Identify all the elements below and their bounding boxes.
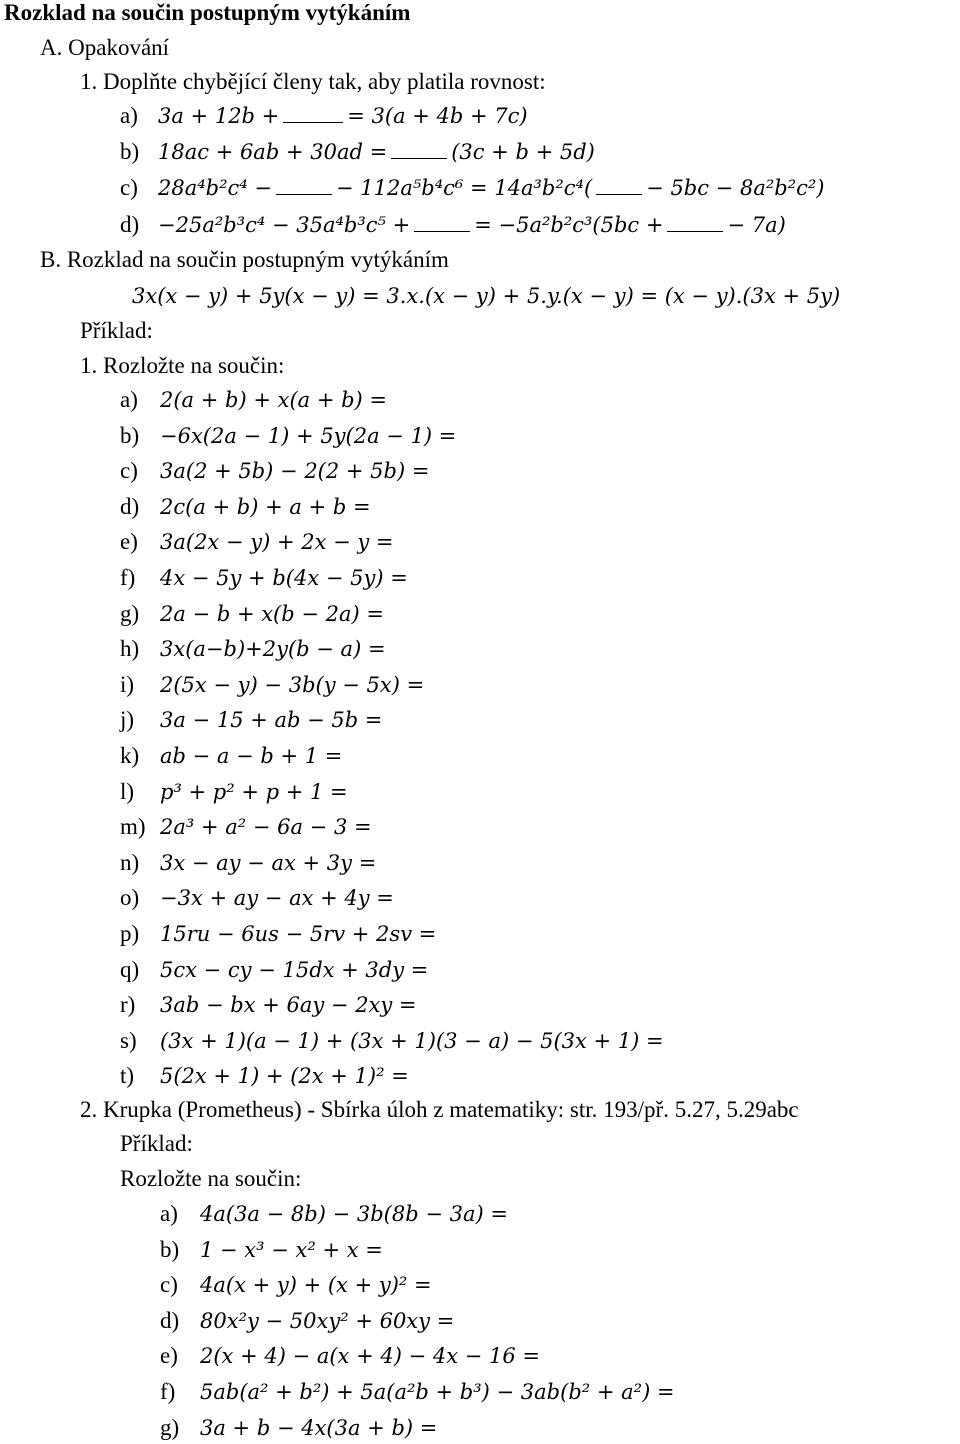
exercise-item <box>160 1270 432 1300</box>
item-expression: −6x(2a − 1) + 5y(2a − 1) = <box>160 423 457 448</box>
item-expression-part: 28a⁴b²c⁴ − <box>158 176 272 200</box>
item-label: m) <box>120 814 146 840</box>
item-label: d) <box>120 212 140 237</box>
item-expression: 5cx − cy − 15dx + 3dy = <box>160 957 429 982</box>
item-label: k) <box>120 743 140 768</box>
item-expression: 3a + b − 4x(3a + b) = <box>200 1415 438 1440</box>
item-expression-part: = −5a²b²c³(5bc + <box>474 213 664 237</box>
exercise-item <box>120 883 394 913</box>
exercise2-heading <box>80 1095 799 1125</box>
section-b-heading <box>40 245 449 275</box>
exercise-item <box>120 705 382 735</box>
item-expression-part: − 7a) <box>727 213 786 237</box>
item-expression: 15ru − 6us − 5rv + 2sv = <box>160 922 437 946</box>
item-label: c) <box>120 458 138 484</box>
exercise-item <box>120 919 436 949</box>
exercise2-priklad-label: Příklad: <box>120 1131 193 1156</box>
exercise-item <box>120 990 417 1020</box>
item-label: o) <box>120 885 140 911</box>
item-expression: 2a³ + a² − 6a − 3 = <box>160 815 372 840</box>
exercise-item <box>120 1061 409 1091</box>
item-expression: 3x(a−b)+2y(b − a) = <box>160 637 386 662</box>
item-label: a) <box>120 387 138 412</box>
item-expression: 3ab − bx + 6ay − 2xy = <box>160 993 417 1018</box>
item-label: e) <box>160 1343 178 1369</box>
exercise-item <box>120 634 386 664</box>
exercise-item <box>120 848 376 878</box>
item-label: t) <box>120 1063 135 1089</box>
item-expression: 2(5x − y) − 3b(y − 5x) = <box>160 672 425 697</box>
item-label: e) <box>120 529 138 555</box>
exercise-item <box>120 385 387 415</box>
item-expression-part: − 5bc − 8a²b²c²) <box>646 176 825 200</box>
exercise-item <box>120 563 408 593</box>
exercise-item <box>120 599 384 629</box>
exercise-item <box>120 955 428 985</box>
item-expression: 1 − x³ − x² + x = <box>200 1237 383 1262</box>
item-expression-part: (3c + b + 5d) <box>451 140 595 164</box>
task1-item-a <box>120 101 528 131</box>
exercise-item <box>120 456 429 486</box>
item-label: f) <box>120 565 136 590</box>
exercise1-heading <box>80 351 284 381</box>
item-label: c) <box>120 175 138 200</box>
section-b-label: B. <box>40 247 62 272</box>
item-expression: 2c(a + b) + a + b = <box>160 494 371 519</box>
exercise-item <box>120 777 348 807</box>
exercise1-number: 1. <box>80 353 98 378</box>
section-b-title: Rozklad na součin postupným vytýkáním <box>66 247 449 272</box>
item-expression-part: 18ac + 6ab + 30ad = <box>158 140 388 164</box>
exercise-item <box>160 1235 383 1265</box>
exercise-item <box>120 1026 664 1056</box>
exercise2-text: Krupka (Prometheus) - Sbírka úloh z matematiky: str. 193/př. 5.27, 5.29abc <box>103 1097 799 1122</box>
item-expression-part: 3a + 12b + <box>158 104 280 128</box>
fill-in-blank[interactable] <box>276 174 332 195</box>
item-expression: −3x + ay − ax + 4y = <box>160 886 394 911</box>
item-expression: 5(2x + 1) + (2x + 1)² = <box>160 1064 409 1089</box>
task1-heading <box>80 67 546 97</box>
item-expression: p³ + p² + p + 1 = <box>160 779 348 804</box>
item-label: c) <box>160 1272 178 1298</box>
item-expression: 3x − ay − ax + 3y = <box>160 850 377 875</box>
item-label: i) <box>120 671 135 697</box>
task1-item-c <box>120 173 825 203</box>
item-expression: 2(x + 4) − a(x + 4) − 4x − 16 = <box>200 1344 540 1369</box>
exercise-item <box>120 421 456 451</box>
item-label: g) <box>120 600 140 626</box>
item-expression: 80x²y − 50xy² + 60xy = <box>200 1308 455 1333</box>
item-expression: ab − a − b + 1 = <box>160 744 343 768</box>
item-label: a) <box>120 103 138 128</box>
exercise-item <box>160 1413 437 1443</box>
item-label: p) <box>120 921 140 946</box>
exercise-item <box>120 741 342 771</box>
fill-in-blank[interactable] <box>596 174 642 195</box>
item-expression: 3a(2 + 5b) − 2(2 + 5b) = <box>160 459 430 484</box>
item-label: d) <box>160 1307 180 1333</box>
exercise-item <box>160 1199 508 1229</box>
item-label: j) <box>120 707 135 733</box>
item-label: d) <box>120 493 140 519</box>
task1-text: Doplňte chybějící členy tak, aby platila rovnost: <box>103 69 546 94</box>
exercise-item <box>120 670 424 700</box>
document-title: Rozklad na součin postupným vytýkáním <box>4 0 411 25</box>
item-expression: 4a(3a − 8b) − 3b(8b − 3a) = <box>200 1202 508 1226</box>
exercise-item <box>120 527 394 557</box>
exercise2-number: 2. <box>80 1097 98 1122</box>
exercise-item <box>120 812 372 842</box>
section-a-heading <box>40 33 169 63</box>
section-a-label: A. <box>40 35 63 60</box>
item-label: n) <box>120 849 140 875</box>
item-expression-part: − 112a⁵b⁴c⁶ = 14a³b²c⁴( <box>335 176 593 200</box>
item-label: b) <box>120 422 140 448</box>
item-expression-part: = 3(a + 4b + 7c) <box>347 104 528 128</box>
exercise1-text: Rozložte na součin: <box>103 353 285 378</box>
item-label: g) <box>160 1414 180 1440</box>
exercise-item <box>160 1341 540 1371</box>
item-label: h) <box>120 636 140 662</box>
fill-in-blank[interactable] <box>414 211 470 232</box>
item-expression: 5ab(a² + b²) + 5a(a²b + b³) − 3ab(b² + a²) = <box>200 1380 675 1404</box>
exercise2-instruction: Rozložte na součin: <box>120 1166 302 1191</box>
item-expression: (3x + 1)(a − 1) + (3x + 1)(3 − a) − 5(3x + 1) = <box>160 1028 664 1053</box>
item-expression: 3a(2x − y) + 2x − y = <box>160 530 394 555</box>
fill-in-blank[interactable] <box>391 138 447 159</box>
item-label: a) <box>160 1201 178 1226</box>
item-label: q) <box>120 956 140 982</box>
item-expression-part: −25a²b³c⁴ − 35a⁴b³c⁵ + <box>158 213 411 237</box>
task1-item-d <box>120 210 786 240</box>
task1-item-b <box>120 137 595 167</box>
section-a-title: Opakování <box>68 35 170 60</box>
exercise-item <box>120 492 371 522</box>
example-expression: 3x(x − y) + 5y(x − y) = 3.x.(x − y) + 5.y.(x − y) = (x − y).(3x + 5y) <box>132 284 841 308</box>
fill-in-blank[interactable] <box>283 102 343 123</box>
priklad-label: Příklad: <box>80 318 153 343</box>
task1-number: 1. <box>80 69 98 94</box>
item-expression: 4a(x + y) + (x + y)² = <box>200 1273 432 1298</box>
item-label: r) <box>120 992 136 1018</box>
item-label: s) <box>120 1027 137 1053</box>
item-expression: 2a − b + x(b − 2a) = <box>160 601 384 626</box>
exercise-item <box>160 1306 454 1336</box>
item-expression: 2(a + b) + x(a + b) = <box>160 388 388 412</box>
exercise-item <box>160 1377 675 1407</box>
item-expression: 4x − 5y + b(4x − 5y) = <box>160 566 408 590</box>
section-b-example <box>132 281 840 311</box>
item-label: b) <box>120 139 140 164</box>
item-label: f) <box>160 1379 176 1404</box>
fill-in-blank[interactable] <box>667 211 723 232</box>
item-label: l) <box>120 778 135 804</box>
item-expression: 3a − 15 + ab − 5b = <box>160 708 383 733</box>
item-label: b) <box>160 1236 180 1262</box>
